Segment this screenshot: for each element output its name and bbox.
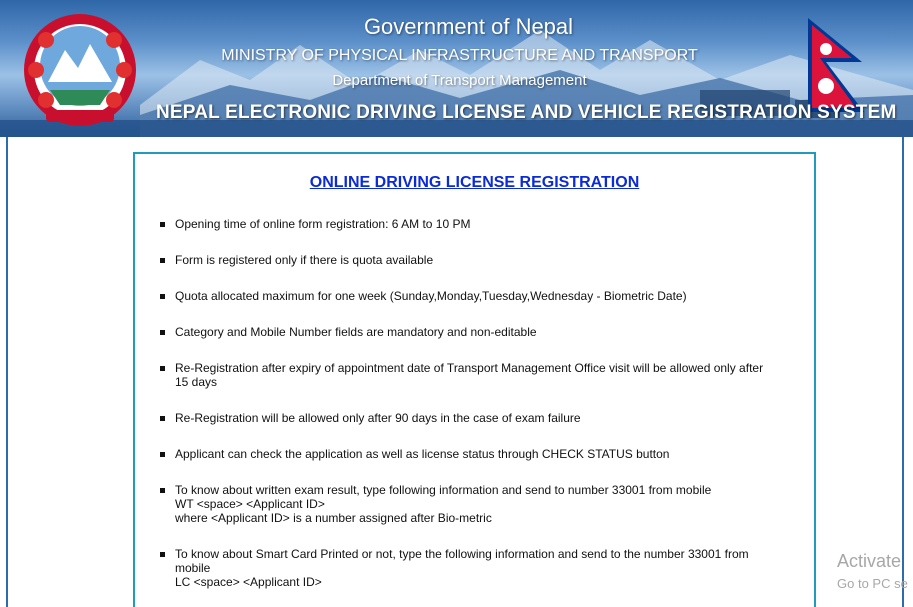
header-banner: [0, 0, 913, 137]
bullet-icon: [160, 330, 165, 335]
bullet-icon: [160, 222, 165, 227]
government-title: Government of Nepal: [363, 14, 574, 39]
bullet-icon: [160, 258, 165, 263]
list-item: Form is registered only if there is quota available: [175, 253, 815, 267]
activation-watermark-title: Activate: [837, 551, 902, 571]
list-item: To know about Smart Card Printed or not, type the following information and send to the number 33001 from mobile LC <space> <Applicant ID>: [175, 547, 815, 589]
activation-watermark-text: Go to PC se: [837, 576, 908, 591]
list-item: Category and Mobile Number fields are mandatory and non-editable: [175, 325, 815, 339]
bullet-icon: [160, 552, 165, 557]
ministry-title: MINISTRY OF PHYSICAL INFRASTRUCTURE AND TRANSPORT: [221, 47, 698, 64]
list-item: Quota allocated maximum for one week (Sunday,Monday,Tuesday,Wednesday - Biometric Date): [175, 289, 815, 303]
bullet-icon: [160, 366, 165, 371]
bullet-icon: [160, 416, 165, 421]
system-title: NEPAL ELECTRONIC DRIVING LICENSE AND VEHICLE REGISTRATION SYSTEM: [156, 102, 897, 123]
list-item: Opening time of online form registration: 6 AM to 10 PM: [175, 217, 815, 231]
bullet-icon: [160, 294, 165, 299]
list-item: Re-Registration will be allowed only after 90 days in the case of exam failure: [175, 411, 815, 425]
bullet-icon: [160, 452, 165, 457]
list-item: To know about written exam result, type following information and send to number 33001 from mobile WT <space> <Applicant ID> where <Applicant ID> is a number assigned after Bio-metric: [175, 483, 815, 525]
page-title[interactable]: ONLINE DRIVING LICENSE REGISTRATION: [309, 174, 640, 191]
department-title: Department of Transport Management: [332, 72, 587, 89]
content-box: [133, 152, 816, 607]
list-item: Re-Registration after expiry of appointment date of Transport Management Office visit will be allowed only after 15 days: [175, 361, 815, 389]
list-item: Applicant can check the application as well as license status through CHECK STATUS button: [175, 447, 815, 461]
bullet-icon: [160, 488, 165, 493]
